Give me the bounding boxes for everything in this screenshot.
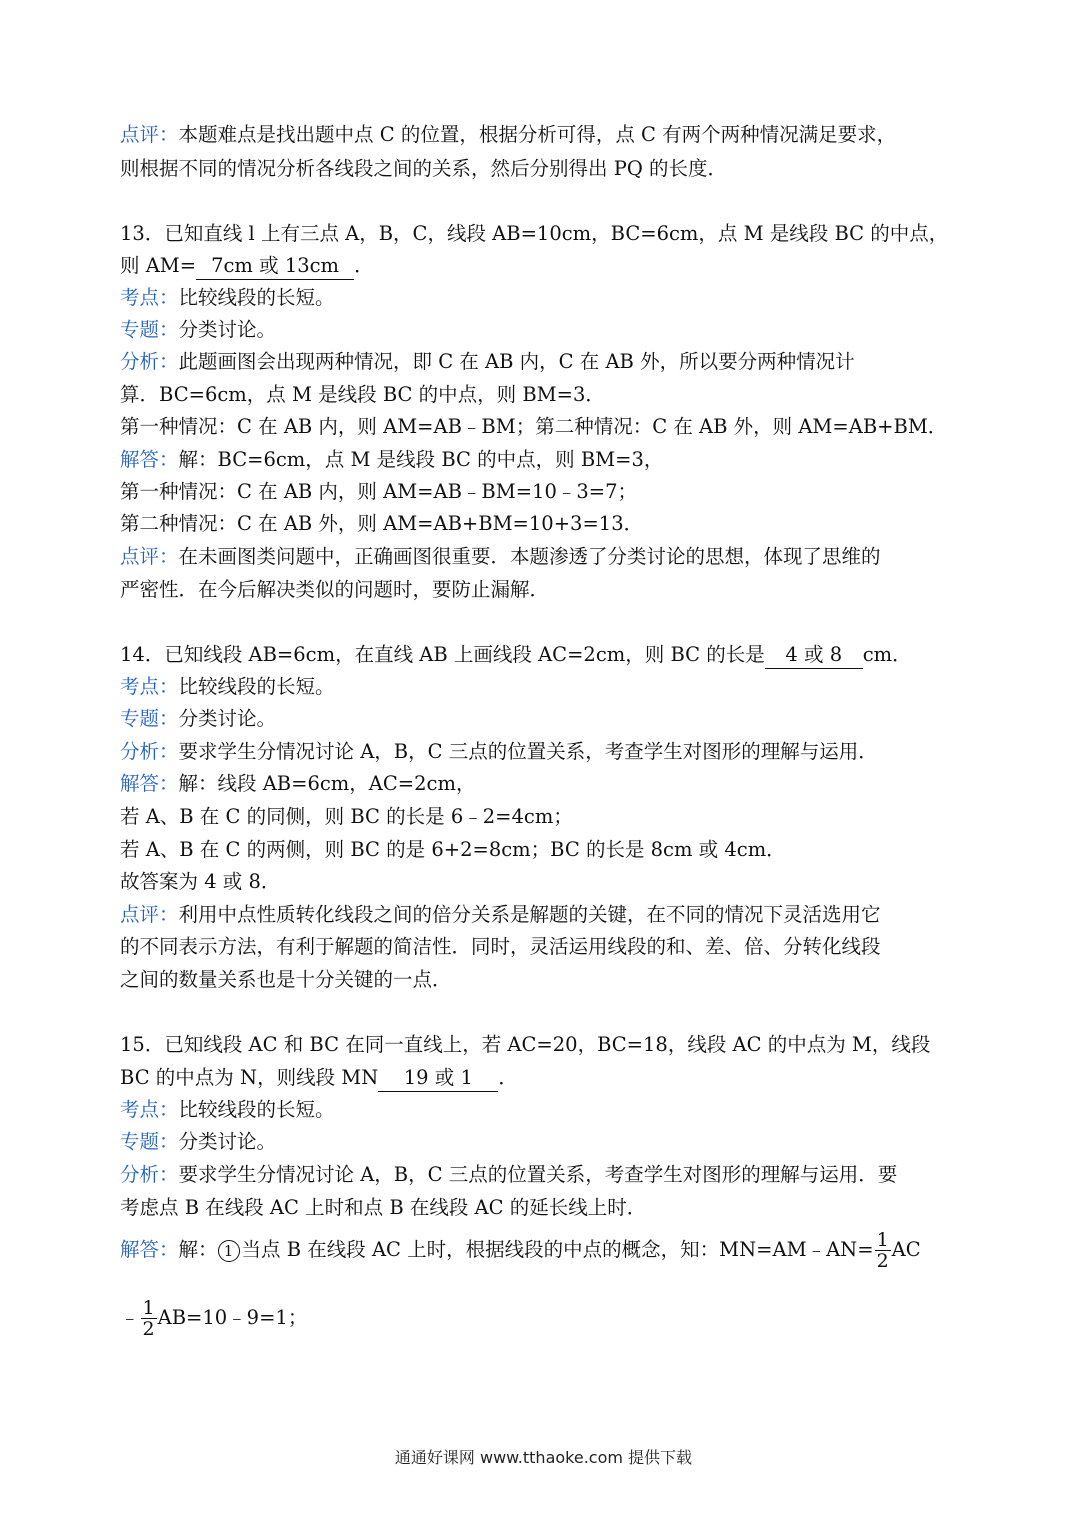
q13-fenxi-line-1	[120, 346, 855, 378]
q14-stem-suffix: cm．	[862, 643, 912, 666]
label-jieda: 解答：	[120, 772, 179, 795]
q13-dianping-text-1: 在未画图类问题中，正确画图很重要．本题渗透了分类讨论的思想，体现了思维的	[178, 545, 881, 568]
q15-fenxi-text-2: 考虑点 B 在线段 AC 上时和点 B 在线段 AC 的延长线上时．	[120, 1196, 647, 1219]
q13-dianping-text-2: 严密性．在今后解决类似的问题时，要防止漏解．	[120, 578, 550, 601]
q15-kaodian-text: 比较线段的长短。	[178, 1098, 335, 1121]
q13-jieda-text-1: 解：BC=6cm，点 M 是线段 BC 的中点，则 BM=3，	[178, 448, 664, 471]
q15-jieda-line-2	[120, 1296, 307, 1340]
q13-jieda-line-1	[120, 444, 663, 476]
q14-jieda-text-2: 若 A、B 在 C 的同侧，则 BC 的长是 6﹣2=4cm；	[120, 805, 573, 828]
q15-jieda-prefix-2: ﹣	[120, 1306, 140, 1329]
q15-stem-line-2	[120, 1062, 518, 1094]
q14-jieda-text-1: 解：线段 AB=6cm，AC=2cm，	[178, 772, 476, 795]
q13-jieda-text-2: 第一种情况：C 在 AB 内，则 AM=AB﹣BM=10﹣3=7；	[120, 480, 638, 503]
fraction-numerator: 1	[142, 1297, 155, 1319]
q13-stem-prefix: 则 AM=	[120, 254, 197, 277]
q15-jieda-suffix-1: AC	[891, 1238, 921, 1261]
q13-jieda-text-3: 第二种情况：C 在 AB 外，则 AM=AB+BM=10+3=13．	[120, 512, 644, 535]
q15-stem-suffix: ．	[498, 1066, 518, 1089]
label-zhuanti: 专题：	[120, 318, 179, 341]
q13-dianping-line-1	[120, 541, 881, 573]
q13-fenxi-line-3	[120, 411, 947, 443]
label-jieda: 解答：	[120, 448, 179, 471]
q15-jieda-suffix-2: AB=10﹣9=1；	[157, 1306, 308, 1329]
q13-jieda-line-2	[120, 476, 637, 508]
fraction-one-half	[141, 1298, 157, 1339]
q14-dianping-text-2: 的不同表示方法，有利于解题的简洁性．同时，灵活运用线段的和、差、倍、分转化线段	[120, 935, 881, 958]
q12-comment-text-1: 本题难点是找出题中点 C 的位置，根据分析可得，点 C 有两个两种情况满足要求，	[178, 123, 897, 146]
label-fenxi: 分析：	[120, 1163, 179, 1186]
fraction-denominator: 2	[142, 1318, 155, 1340]
q13-fenxi-text-2: 算．BC=6cm，点 M 是线段 BC 的中点，则 BM=3．	[120, 383, 605, 406]
q12-comment-line-2	[120, 153, 727, 185]
q14-stem-prefix: 14．已知线段 AB=6cm，在直线 AB 上画线段 AC=2cm，则 BC 的长是	[120, 643, 765, 666]
q13-zhuanti	[120, 314, 276, 346]
label-zhuanti: 专题：	[120, 707, 179, 730]
q14-zhuanti-text: 分类讨论。	[178, 707, 277, 730]
label-kaodian: 考点：	[120, 286, 179, 309]
q13-fenxi-text-1: 此题画图会出现两种情况，即 C 在 AB 内，C 在 AB 外，所以要分两种情况计	[178, 350, 855, 373]
q15-jieda-prefix: 解：	[178, 1238, 218, 1261]
q13-stem-text-1: 13．已知直线 l 上有三点 A，B，C，线段 AB=10cm，BC=6cm，点 M 是线段 BC 的中点，	[120, 222, 949, 245]
q15-jieda-line-1	[120, 1228, 921, 1272]
q13-stem-suffix: ．	[354, 254, 374, 277]
q13-stem-line-2	[120, 250, 374, 282]
q15-stem-line-1	[120, 1029, 930, 1061]
circled-number-1: 1	[218, 1240, 240, 1262]
label-fenxi: 分析：	[120, 350, 179, 373]
q13-kaodian-text: 比较线段的长短。	[178, 286, 335, 309]
q14-jieda-line-4	[120, 866, 280, 898]
label-jieda: 解答：	[120, 1238, 179, 1261]
q15-fenxi-line-1	[120, 1159, 897, 1191]
label-kaodian: 考点：	[120, 675, 179, 698]
label-dianping: 点评：	[120, 545, 179, 568]
q13-kaodian	[120, 282, 335, 314]
q15-fenxi-text-1: 要求学生分情况讨论 A，B，C 三点的位置关系，考查学生对图形的理解与运用．要	[178, 1163, 898, 1186]
q14-jieda-text-4: 故答案为 4 或 8．	[120, 870, 281, 893]
label-dianping: 点评：	[120, 903, 179, 926]
label-kaodian: 考点：	[120, 1098, 179, 1121]
q14-stem	[120, 639, 912, 671]
fraction-one-half	[875, 1230, 891, 1271]
q14-kaodian	[120, 671, 335, 703]
label-dianping: 点评：	[120, 123, 179, 146]
q15-stem-text-1: 15．已知线段 AC 和 BC 在同一直线上，若 AC=20，BC=18，线段 AC 的中点为 M，线段	[120, 1033, 931, 1056]
q15-answer: 19 或 1	[378, 1065, 498, 1092]
q15-kaodian	[120, 1094, 335, 1126]
label-fenxi: 分析：	[120, 740, 179, 763]
q14-dianping-text-1: 利用中点性质转化线段之间的倍分关系是解题的关键，在不同的情况下灵活选用它	[178, 903, 881, 926]
fraction-numerator: 1	[876, 1229, 889, 1251]
q13-answer: 7cm 或 13cm	[196, 253, 354, 280]
q12-comment-line-1	[120, 119, 896, 151]
fraction-denominator: 2	[876, 1250, 889, 1272]
q13-zhuanti-text: 分类讨论。	[178, 318, 277, 341]
q15-zhuanti	[120, 1126, 276, 1158]
q14-dianping-text-3: 之间的数量关系也是十分关键的一点．	[120, 968, 452, 991]
q14-jieda-line-2	[120, 801, 573, 833]
q15-stem-prefix: BC 的中点为 N，则线段 MN	[120, 1066, 379, 1089]
q14-jieda-text-3: 若 A、B 在 C 的两侧，则 BC 的是 6+2=8cm；BC 的长是 8cm 或 4cm．	[120, 838, 786, 861]
q13-dianping-line-2	[120, 574, 549, 606]
page-footer: 通通好课网 www.tthaoke.com 提供下载	[394, 1448, 693, 1467]
q14-fenxi-text: 要求学生分情况讨论 A，B，C 三点的位置关系，考查学生对图形的理解与运用．	[178, 740, 878, 763]
q15-fenxi-line-2	[120, 1192, 646, 1224]
q14-answer: 4 或 8	[765, 642, 863, 669]
q14-zhuanti	[120, 703, 276, 735]
q13-jieda-line-3	[120, 508, 643, 540]
q14-dianping-line-3	[120, 964, 452, 996]
q12-comment-text-2: 则根据不同的情况分析各线段之间的关系，然后分别得出 PQ 的长度．	[120, 157, 728, 180]
label-zhuanti: 专题：	[120, 1130, 179, 1153]
q14-jieda-line-3	[120, 834, 786, 866]
q14-jieda-line-1	[120, 768, 475, 800]
q13-fenxi-line-2	[120, 379, 605, 411]
q14-dianping-line-2	[120, 931, 881, 963]
q15-zhuanti-text: 分类讨论。	[178, 1130, 277, 1153]
q14-fenxi	[120, 736, 878, 768]
q15-jieda-text-1: 当点 B 在线段 AC 上时，根据线段的中点的概念，知：MN=AM﹣AN=	[241, 1238, 874, 1261]
q14-dianping-line-1	[120, 899, 881, 931]
q14-kaodian-text: 比较线段的长短。	[178, 675, 335, 698]
q13-stem-line-1	[120, 218, 948, 250]
q13-fenxi-text-3: 第一种情况：C 在 AB 内，则 AM=AB﹣BM；第二种情况：C 在 AB 外，则 AM=AB+BM．	[120, 415, 948, 438]
